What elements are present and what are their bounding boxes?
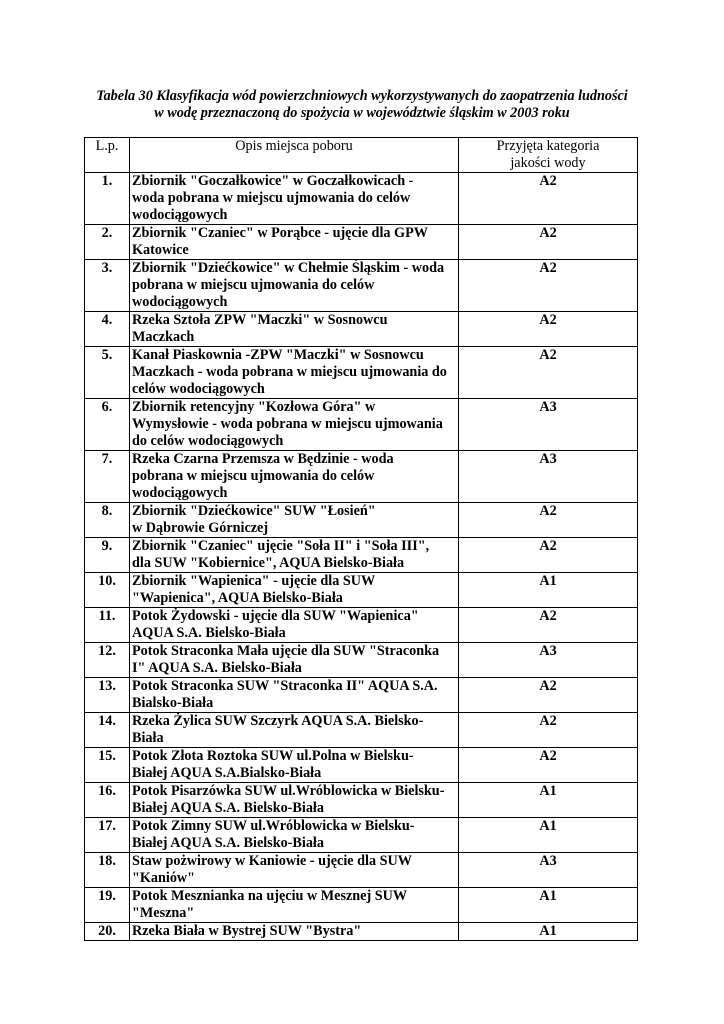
intake-description: Zbiornik retencyjny "Kozłowa Góra" w Wymysłowie - woda pobrana w miejscu ujmowania do celów wodociągowych — [130, 399, 459, 451]
table-row — [85, 225, 638, 260]
row-number: 17. — [85, 818, 130, 853]
row-number: 13. — [85, 678, 130, 713]
quality-category: A2 — [459, 538, 638, 573]
quality-category: A3 — [459, 399, 638, 451]
quality-category: A2 — [459, 748, 638, 783]
row-number: 15. — [85, 748, 130, 783]
row-number: 6. — [85, 399, 130, 451]
row-number: 5. — [85, 347, 130, 399]
quality-category: A2 — [459, 347, 638, 399]
intake-description: Staw pożwirowy w Kaniowie - ujęcie dla SUW "Kaniów" — [130, 853, 459, 888]
table-row — [85, 399, 638, 451]
intake-description: Zbiornik "Czaniec" w Porąbce - ujęcie dla GPW Katowice — [130, 225, 459, 260]
table-row — [85, 173, 638, 225]
table-row — [85, 538, 638, 573]
table-row — [85, 853, 638, 888]
table-header — [85, 138, 638, 173]
table-row — [85, 888, 638, 923]
table-row — [85, 748, 638, 783]
intake-description: Zbiornik "Dziećkowice" SUW "Łosień" w Dąbrowie Górniczej — [130, 503, 459, 538]
row-number: 7. — [85, 451, 130, 503]
row-number: 2. — [85, 225, 130, 260]
table-row — [85, 573, 638, 608]
table-body — [85, 173, 638, 941]
row-number: 11. — [85, 608, 130, 643]
quality-category: A3 — [459, 853, 638, 888]
intake-description: Rzeka Żylica SUW Szczyrk AQUA S.A. Bielsko- Biała — [130, 713, 459, 748]
quality-category: A2 — [459, 608, 638, 643]
row-number: 14. — [85, 713, 130, 748]
quality-category: A2 — [459, 312, 638, 347]
row-number: 20. — [85, 923, 130, 941]
quality-category: A1 — [459, 888, 638, 923]
intake-description: Zbiornik "Dziećkowice" w Chełmie Śląskim - woda pobrana w miejscu ujmowania do celów wodociągowych — [130, 260, 459, 312]
intake-description: Potok Pisarzówka SUW ul.Wróblowicka w Bielsku- Białej AQUA S.A. Bielsko-Biała — [130, 783, 459, 818]
header-lp: L.p. — [85, 138, 130, 173]
row-number: 19. — [85, 888, 130, 923]
intake-description: Potok Żydowski - ujęcie dla SUW "Wapienica" AQUA S.A. Bielsko-Biała — [130, 608, 459, 643]
table-row — [85, 783, 638, 818]
table-row — [85, 923, 638, 941]
intake-description: Zbiornik "Goczałkowice" w Goczałkowicach - woda pobrana w miejscu ujmowania do celów wodociągowych — [130, 173, 459, 225]
quality-category: A2 — [459, 173, 638, 225]
intake-description: Rzeka Czarna Przemsza w Będzinie - woda pobrana w miejscu ujmowania do celów wodociągowych — [130, 451, 459, 503]
header-description: Opis miejsca poboru — [130, 138, 459, 173]
classification-table — [84, 137, 638, 941]
row-number: 8. — [85, 503, 130, 538]
header-row — [85, 138, 638, 173]
table-caption — [60, 88, 664, 122]
intake-description: Potok Mesznianka na ujęciu w Mesznej SUW "Meszna" — [130, 888, 459, 923]
intake-description: Potok Zimny SUW ul.Wróblowicka w Bielsku- Białej AQUA S.A. Bielsko-Biała — [130, 818, 459, 853]
row-number: 10. — [85, 573, 130, 608]
row-number: 4. — [85, 312, 130, 347]
intake-description: Kanał Piaskownia -ZPW "Maczki" w Sosnowcu Maczkach - woda pobrana w miejscu ujmowania do celów wodociągowych — [130, 347, 459, 399]
table-row — [85, 503, 638, 538]
table-row — [85, 608, 638, 643]
quality-category: A2 — [459, 225, 638, 260]
row-number: 16. — [85, 783, 130, 818]
intake-description: Rzeka Biała w Bystrej SUW "Bystra" — [130, 923, 459, 941]
intake-description: Zbiornik "Wapienica" - ujęcie dla SUW "Wapienica", AQUA Bielsko-Biała — [130, 573, 459, 608]
table-row — [85, 678, 638, 713]
row-number: 12. — [85, 643, 130, 678]
header-category: Przyjęta kategoria jakości wody — [459, 138, 638, 173]
quality-category: A2 — [459, 678, 638, 713]
intake-description: Potok Straconka Mała ujęcie dla SUW "Straconka I" AQUA S.A. Bielsko-Biała — [130, 643, 459, 678]
table-row — [85, 260, 638, 312]
intake-description: Potok Straconka SUW "Straconka II" AQUA S.A. Bialsko-Biała — [130, 678, 459, 713]
row-number: 1. — [85, 173, 130, 225]
quality-category: A2 — [459, 713, 638, 748]
row-number: 9. — [85, 538, 130, 573]
quality-category: A3 — [459, 451, 638, 503]
intake-description: Zbiornik "Czaniec" ujęcie "Soła II" i "Soła III", dla SUW "Kobiernice", AQUA Bielsko-Biała — [130, 538, 459, 573]
quality-category: A1 — [459, 923, 638, 941]
quality-category: A2 — [459, 503, 638, 538]
table-row — [85, 347, 638, 399]
intake-description: Rzeka Sztoła ZPW "Maczki" w Sosnowcu Maczkach — [130, 312, 459, 347]
row-number: 18. — [85, 853, 130, 888]
table-row — [85, 643, 638, 678]
intake-description: Potok Złota Roztoka SUW ul.Polna w Bielsku- Białej AQUA S.A.Bialsko-Biała — [130, 748, 459, 783]
table-row — [85, 713, 638, 748]
quality-category: A1 — [459, 783, 638, 818]
quality-category: A2 — [459, 260, 638, 312]
caption-line-1: Tabela 30 Klasyfikacja wód powierzchniowych wykorzystywanych do zaopatrzenia ludności — [96, 88, 628, 104]
caption-line-2: w wodę przeznaczoną do spożycia w województwie śląskim w 2003 roku — [154, 105, 570, 121]
quality-category: A3 — [459, 643, 638, 678]
table-row — [85, 312, 638, 347]
table-row — [85, 451, 638, 503]
row-number: 3. — [85, 260, 130, 312]
quality-category: A1 — [459, 818, 638, 853]
quality-category: A1 — [459, 573, 638, 608]
table-row — [85, 818, 638, 853]
